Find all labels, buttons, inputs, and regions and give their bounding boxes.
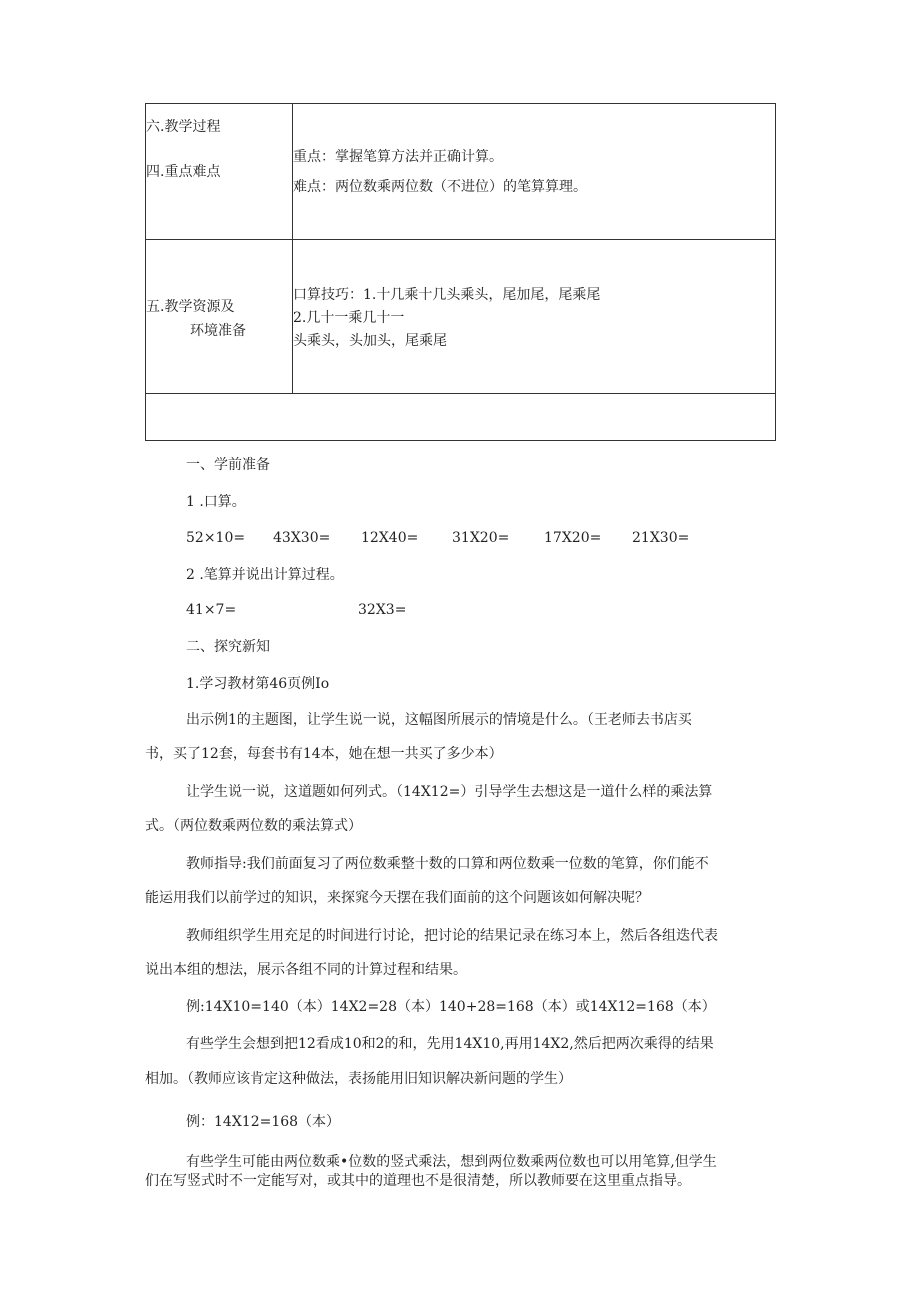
oral-problem: 12X40= — [361, 530, 419, 546]
subsection-title: 1.学习教材第46页例Io — [186, 676, 330, 692]
section-title-preparation: 一、学前准备 — [186, 457, 270, 473]
oral-problem: 43X30= — [273, 530, 331, 546]
table-row-resources — [146, 240, 775, 394]
example-line: 例：14X12=168（本） — [186, 1114, 341, 1130]
item-oral-calc: 1 .口算。 — [186, 494, 246, 510]
written-problem: 32X3= — [358, 602, 407, 618]
table-cell-content — [293, 240, 775, 393]
section-title-explore: 二、探究新知 — [186, 639, 270, 655]
written-problem: 41×7= — [186, 602, 237, 618]
paragraph-line: 出示例1的主题图，让学生说一说，这幅图所展示的情境是什么。（王老师去书店买 — [186, 712, 692, 728]
example-line: 例:14X10=140（本）14X2=28（本）140+28=168（本）或14X12=168（本） — [186, 999, 716, 1015]
row-label-resources-line2: 环境准备 — [190, 323, 246, 339]
paragraph-line: 有些学生可能由两位数乘•位数的竖式乘法，想到两位数乘两位数也可以用笔算,但学生 — [186, 1154, 717, 1170]
oral-problem: 52×10= — [186, 530, 246, 546]
oral-problem: 17X20= — [544, 530, 602, 546]
table-cell-content — [293, 104, 775, 239]
paragraph-line: 教师指导:我们前面复习了两位数乘整十数的口算和两位数乘一位数的笔算，你们能不 — [186, 856, 709, 872]
item-written-calc: 2 .笔算并说出计算过程。 — [186, 567, 344, 583]
table-cell-label — [146, 240, 293, 393]
resource-line-3: 头乘头，头加头，尾乘尾 — [293, 333, 447, 349]
lesson-plan-table — [145, 103, 776, 441]
paragraph-line: 教师组织学生用充足的时间进行讨论，把讨论的结果记录在练习本上，然后各组迭代表 — [186, 928, 718, 944]
paragraph-line: 相加。（教师应该肯定这种做法，表扬能用旧知识解决新问题的学生） — [145, 1071, 572, 1087]
resource-line-2: 2.几十一乘几十一 — [293, 310, 405, 326]
oral-problem: 21X30= — [632, 530, 690, 546]
table-row-key-points — [146, 104, 775, 240]
paragraph-line: 书，买了12套，每套书有14本，她在想一共买了多少本） — [145, 746, 503, 762]
difficulty-text: 难点：两位数乘两位数（不进位）的笔算算理。 — [293, 179, 587, 195]
paragraph-line: 有些学生会想到把12看成10和2的和，先用14X10,再用14X2,然后把两次乘得的结果 — [186, 1036, 714, 1052]
row-label-key-points: 四.重点难点 — [146, 164, 221, 180]
resource-line-1: 口算技巧：1.十几乘十几头乘头，尾加尾，尾乘尾 — [293, 287, 601, 303]
row-label-process: 六.教学过程 — [146, 119, 221, 135]
paragraph-line: 能运用我们以前学过的知识，来探窕今天摆在我们面前的这个问题该如何解决呢？ — [145, 890, 649, 906]
oral-problem: 31X20= — [452, 530, 510, 546]
focus-text: 重点：掌握笔算方法并正确计算。 — [293, 149, 503, 165]
paragraph-line: 式。（两位数乘两位数的乘法算式） — [145, 818, 362, 834]
paragraph-line: 说出本组的想法，展示各组不同的计算过程和结果。 — [145, 962, 467, 978]
paragraph-line: 们在写竖式时不一定能写对，或其中的道理也不是很清楚，所以教师要在这里重点指导。 — [145, 1173, 691, 1189]
row-label-resources-line1: 五.教学资源及 — [146, 299, 235, 315]
paragraph-line: 让学生说一说，这道题如何列式。（14X12=）引导学生去想这是一道什么样的乘法算 — [186, 784, 713, 800]
